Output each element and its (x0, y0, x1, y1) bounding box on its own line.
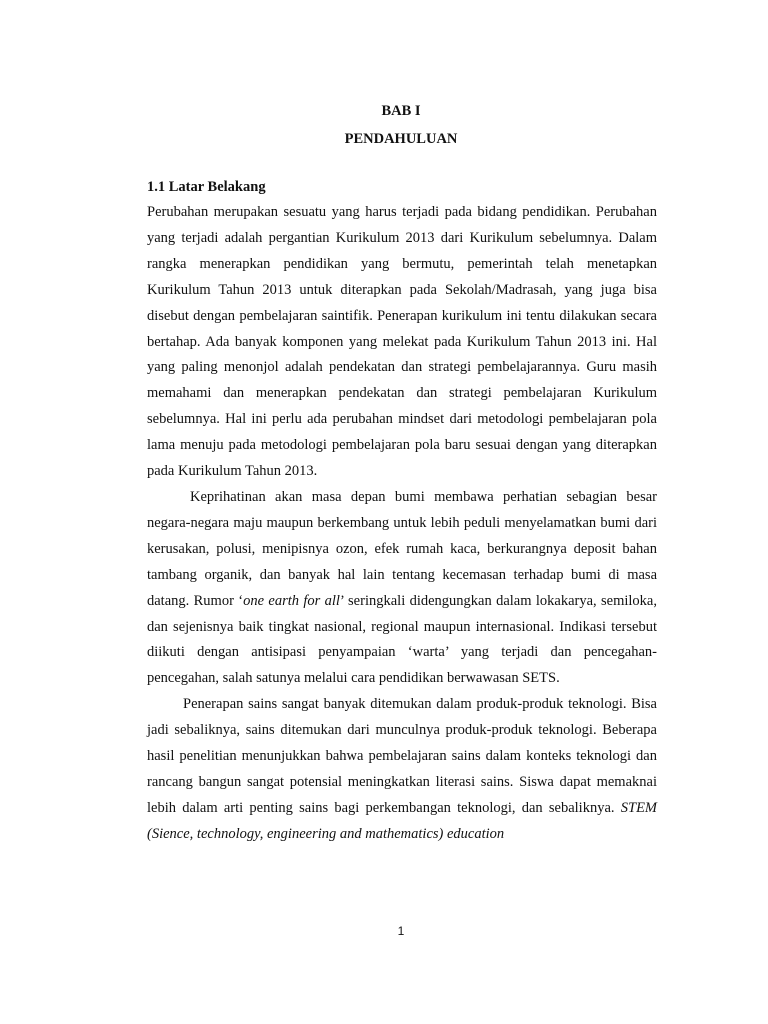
paragraph-2-text-a: Keprihatinan akan masa depan bumi membawa perhatian sebagian besar negara-negara maju maupun berkembang untuk lebih peduli menyelamatkan bumi dari kerusakan, polusi, menipisnya ozon, efek rumah kaca, berkurangnya deposit bahan tambang organik, dan banyak hal lain tentang kecemasan terhadap bumi di masa datang. Rumor ‘ (147, 488, 657, 609)
section-title: 1.1 Latar Belakang (147, 179, 266, 195)
paragraph-3-italic: STEM (Sience, technology, engineering and mathematics) education (147, 799, 657, 842)
paragraph-2 (147, 485, 657, 692)
page-number: 1 (397, 924, 405, 938)
body-text (147, 200, 657, 848)
chapter-label: BAB I (381, 103, 421, 119)
paragraph-3 (147, 692, 657, 847)
paragraph-1: Perubahan merupakan sesuatu yang harus terjadi pada bidang pendidikan. Perubahan yang terjadi adalah pergantian Kurikulum 2013 dari Kurikulum sebelumnya. Dalam rangka menerapkan pendidikan yang bermutu, pemerintah telah menetapkan Kurikulum Tahun 2013 untuk diterapkan pada Sekolah/Madrasah, yang juga bisa disebut dengan pembelajaran saintifik. Penerapan kurikulum ini tentu dilakukan secara bertahap. Ada banyak komponen yang melekat pada Kurikulum Tahun 2013 ini. Hal yang paling menonjol adalah pendekatan dan strategi pembelajarannya. Guru masih memahami dan menerapkan pendekatan dan strategi pembelajaran Kurikulum sebelumnya. Hal ini perlu ada perubahan mindset dari metodologi pembelajaran pola lama menuju pada metodologi pembelajaran pola baru sesuai dengan yang diterapkan pada Kurikulum Tahun 2013. (147, 204, 657, 480)
paragraph-2-italic: one earth for all (243, 592, 340, 609)
chapter-title: PENDAHULUAN (344, 131, 458, 147)
paragraph-2-text-b: ’ seringkali didengungkan dalam lokakarya, semiloka, dan sejenisnya baik tingkat nasional, regional maupun internasional. Indikasi tersebut diikuti dengan antisipasi penyampaian ‘warta’ yang terjadi dan pencegahan-pencegahan, salah satunya melalui cara pendidikan berwawasan SETS. (147, 592, 657, 687)
paragraph-3-text: Penerapan sains sangat banyak ditemukan dalam produk-produk teknologi. Bisa jadi sebaliknya, sains ditemukan dari munculnya produk-produk teknologi. Beberapa hasil penelitian menunjukkan bahwa pembelajaran sains dalam konteks teknologi dan rancang bangun sangat potensial meningkatkan literasi sains. Siswa dapat memaknai lebih dalam arti penting sains bagi perkembangan teknologi, dan sebaliknya. (147, 696, 657, 816)
